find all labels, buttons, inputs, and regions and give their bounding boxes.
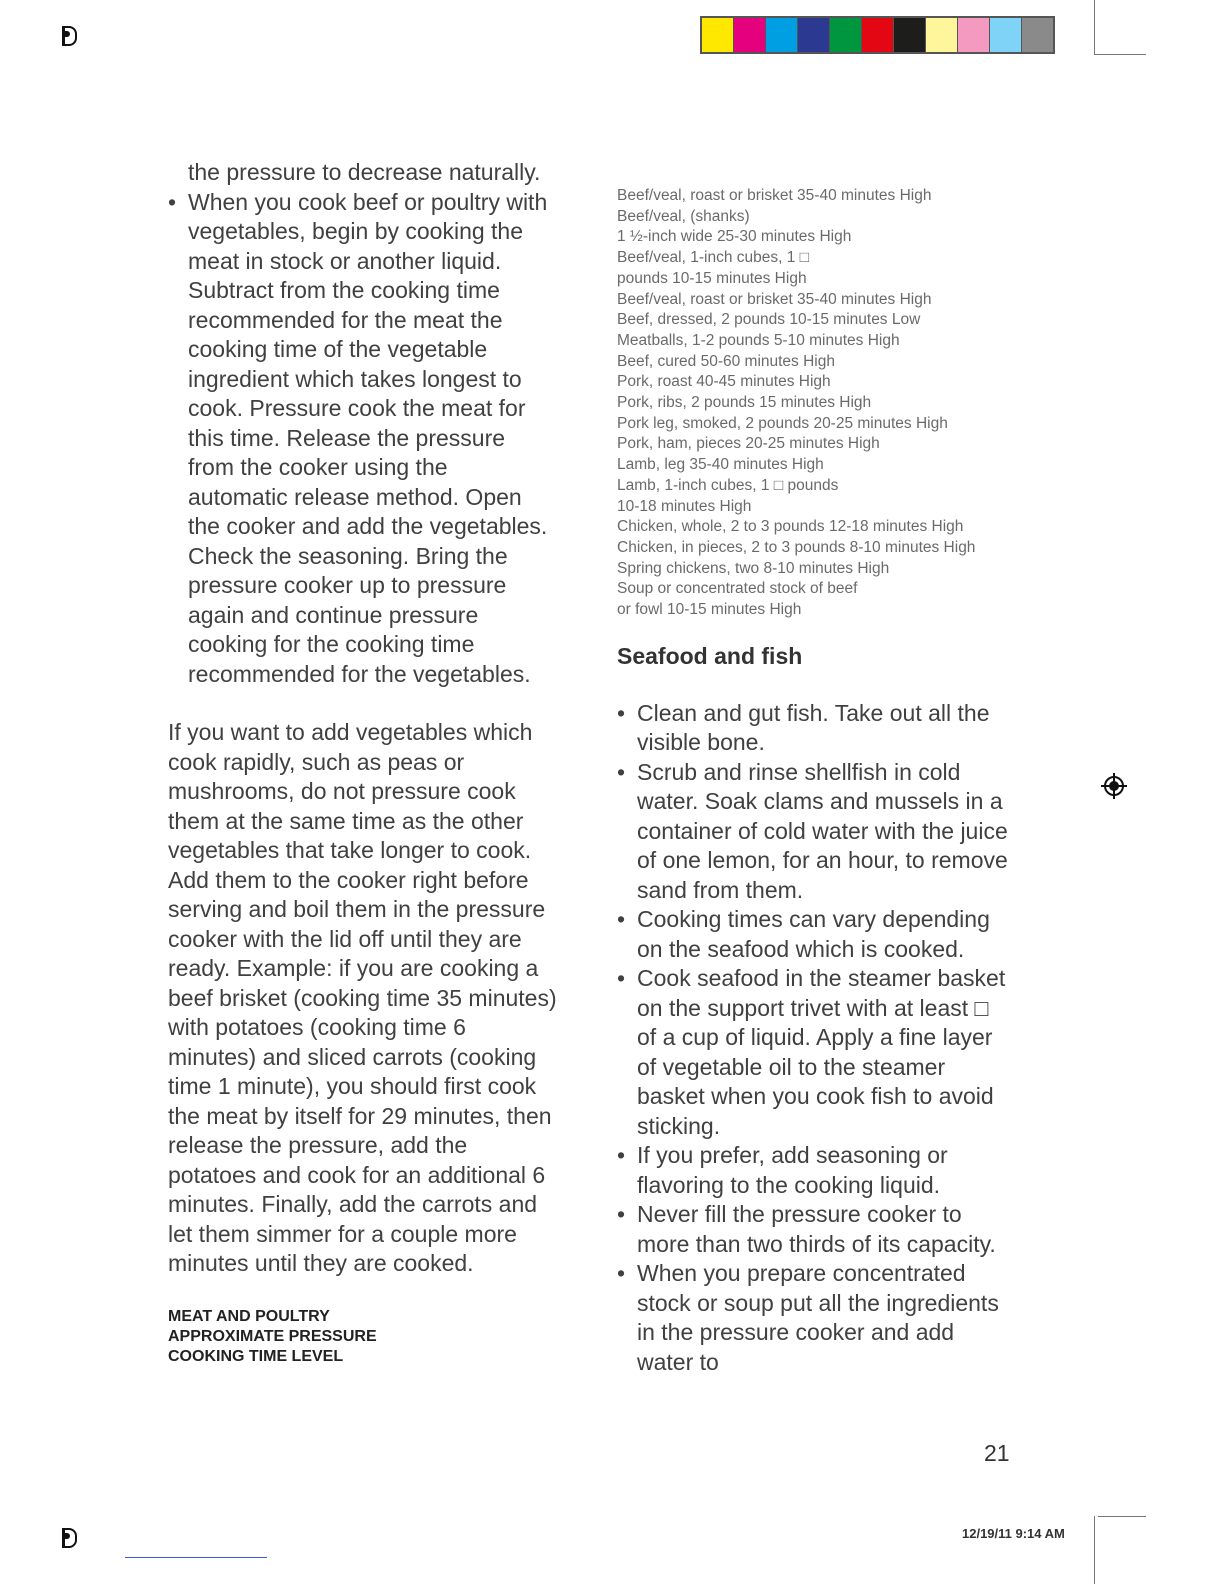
color-swatch bbox=[702, 18, 734, 52]
seafood-bullet-list bbox=[617, 699, 1009, 1378]
color-swatch bbox=[798, 18, 830, 52]
list-item: • When you cook beef or poultry with vegetables, begin by cooking the meat in stock or another liquid. Subtract from the cooking time recommended for the meat the cooking time of the vegetable ingredient which takes longest to cook. Pressure cook the meat for this time. Release the pressure from the cooker using the automatic release method. Open the cooker and add the vegetables. Check the seasoning. Bring the pressure cooker up to pressure again and continue pressure cooking for the cooking time recommended for the vegetables. bbox=[168, 188, 548, 690]
table-row: Pork, ribs, 2 pounds 15 minutes High bbox=[617, 394, 872, 412]
color-swatch bbox=[830, 18, 862, 52]
table-heading-line: COOKING TIME LEVEL bbox=[168, 1347, 344, 1365]
table-row: Beef/veal, roast or brisket 35-40 minutes High bbox=[617, 290, 932, 308]
link-underline bbox=[125, 1557, 267, 1558]
crop-mark bbox=[1094, 1516, 1095, 1584]
registration-mark-icon bbox=[62, 1525, 76, 1547]
color-swatch bbox=[926, 18, 958, 52]
color-swatch bbox=[1022, 18, 1053, 52]
color-swatch bbox=[894, 18, 926, 52]
table-row: Beef/veal, (shanks) bbox=[617, 207, 750, 225]
table-row: Beef, cured 50-60 minutes High bbox=[617, 352, 835, 370]
table-row: Pork leg, smoked, 2 pounds 20-25 minutes High bbox=[617, 414, 948, 432]
color-swatch bbox=[734, 18, 766, 52]
table-row: Spring chickens, two 8-10 minutes High bbox=[617, 559, 890, 577]
table-row: 1 ½-inch wide 25-30 minutes High bbox=[617, 228, 852, 246]
table-row: pounds 10-15 minutes High bbox=[617, 269, 807, 287]
table-row: 10-18 minutes High bbox=[617, 497, 752, 515]
table-row: or fowl 10-15 minutes High bbox=[617, 601, 802, 619]
registration-mark-icon bbox=[62, 23, 76, 45]
color-swatch bbox=[990, 18, 1022, 52]
table-row: Lamb, 1-inch cubes, 1 □ pounds bbox=[617, 476, 839, 494]
table-row: Pork, roast 40-45 minutes High bbox=[617, 373, 831, 391]
page-number: 21 bbox=[984, 1440, 1010, 1466]
table-row: Chicken, in pieces, 2 to 3 pounds 8-10 minutes High bbox=[617, 538, 976, 556]
table-row: Meatballs, 1-2 pounds 5-10 minutes High bbox=[617, 331, 900, 349]
list-item: • Clean and gut fish. Take out all the visible bone. bbox=[617, 699, 1009, 758]
crop-mark bbox=[1098, 1516, 1146, 1517]
color-swatch bbox=[958, 18, 990, 52]
left-column bbox=[168, 158, 568, 1367]
table-heading-line: MEAT AND POULTRY bbox=[168, 1307, 330, 1325]
table-row: Beef, dressed, 2 pounds 10-15 minutes Low bbox=[617, 311, 921, 329]
table-row: Lamb, leg 35-40 minutes High bbox=[617, 456, 824, 474]
crop-mark bbox=[1094, 54, 1146, 55]
bullet-list bbox=[168, 188, 568, 690]
right-column bbox=[617, 186, 1037, 1377]
color-calibration-bar bbox=[700, 16, 1055, 54]
list-item: • When you prepare concentrated stock or soup put all the ingredients in the pressure cooker and add water to bbox=[617, 1259, 1009, 1377]
section-title: Seafood and fish bbox=[617, 642, 803, 669]
crop-mark bbox=[1094, 0, 1095, 54]
color-swatch bbox=[766, 18, 798, 52]
cooking-time-table bbox=[617, 186, 1037, 621]
table-heading-line: APPROXIMATE PRESSURE bbox=[168, 1327, 377, 1345]
list-item: • Never fill the pressure cooker to more than two thirds of its capacity. bbox=[617, 1200, 1009, 1259]
table-heading bbox=[168, 1307, 568, 1367]
bullet-continuation: the pressure to decrease naturally. bbox=[188, 159, 541, 185]
table-row: Pork, ham, pieces 20-25 minutes High bbox=[617, 435, 880, 453]
table-row: Beef/veal, roast or brisket 35-40 minutes High bbox=[617, 187, 932, 204]
table-row: Chicken, whole, 2 to 3 pounds 12-18 minutes High bbox=[617, 518, 964, 536]
table-row: Beef/veal, 1-inch cubes, 1 □ bbox=[617, 249, 810, 267]
list-item: • If you prefer, add seasoning or flavoring to the cooking liquid. bbox=[617, 1141, 1009, 1200]
example-paragraph: If you want to add vegetables which cook rapidly, such as peas or mushrooms, do not pressure cook them at the same time as the other vegetables that take longer to cook. Add them to the cooker right before serving and boil them in the pressure cooker with the lid off until they are ready. Example: if you are cooking a beef brisket (cooking time 35 minutes) with potatoes (cooking time 6 minutes) and sliced carrots (cooking time 1 minute), you should first cook the meat by itself for 29 minutes, then release the pressure, add the potatoes and cook for an additional 6 minutes. Finally, add the carrots and let them simmer for a couple more minutes until they are cooked. bbox=[168, 719, 557, 1276]
print-timestamp: 12/19/11 9:14 AM bbox=[962, 1526, 1065, 1541]
table-row: Soup or concentrated stock of beef bbox=[617, 580, 858, 598]
color-swatch bbox=[862, 18, 894, 52]
list-item: • Scrub and rinse shellfish in cold water. Soak clams and mussels in a container of cold water with the juice of one lemon, for an hour, to remove sand from them. bbox=[617, 758, 1009, 906]
crosshair-registration-icon bbox=[1101, 773, 1127, 799]
list-item: • Cooking times can vary depending on the seafood which is cooked. bbox=[617, 905, 1009, 964]
list-item: • Cook seafood in the steamer basket on the support trivet with at least □ of a cup of liquid. Apply a fine layer of vegetable oil to the steamer basket when you cook fish to avoid sticking. bbox=[617, 964, 1009, 1141]
